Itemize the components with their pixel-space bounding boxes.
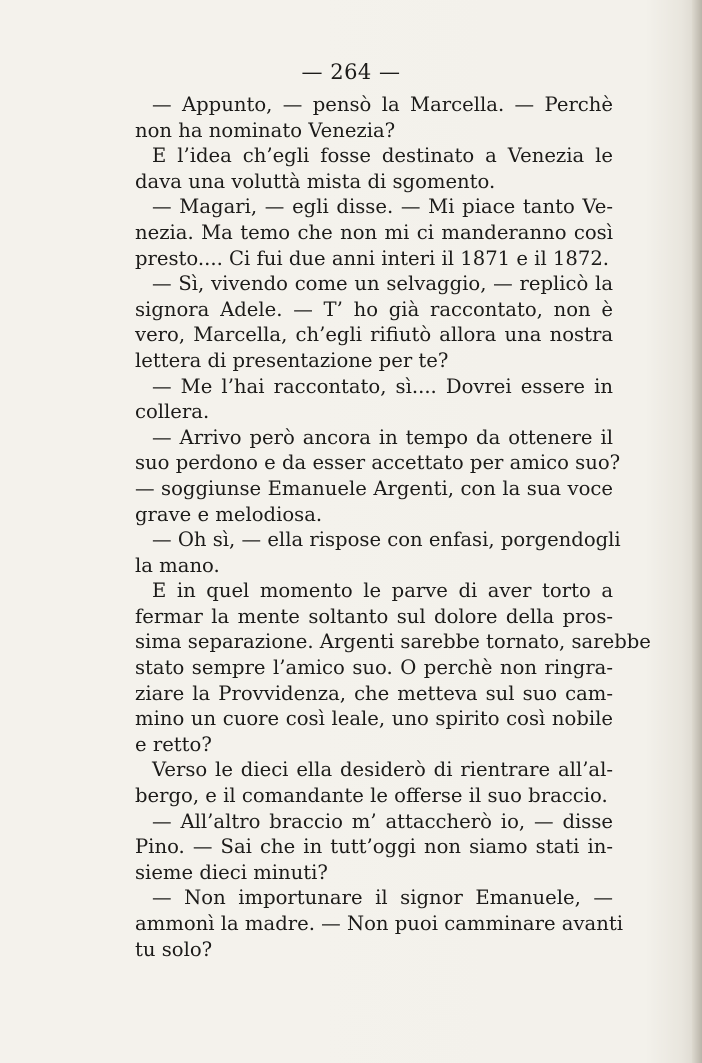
text-line: nezia. Ma temo che non mi ci manderanno così [135,220,613,244]
text-line: lettera di presentazione per te? [135,348,449,372]
text-line: la mano. [135,553,220,577]
text-line: — Sì, vivendo come un selvaggio, — replicò la [152,272,613,296]
text-line: collera. [135,400,210,424]
page-edge-shadow [692,0,702,1063]
text-line: Pino. — Sai che in tutt’oggi non siamo stati in- [135,835,613,859]
text-line: sima separazione. Argenti sarebbe tornato, sarebbe [135,630,651,654]
text-line: E in quel momento le parve di aver torto a [152,579,613,603]
text-line: fermar la mente soltanto sul dolore della pros- [135,604,613,628]
text-line: dava una voluttà mista di sgomento. [135,169,496,193]
text-line: — Appunto, — pensò la Marcella. — Perchè [152,93,613,116]
text-line: — Magari, — egli disse. — Mi piace tanto Ve- [152,195,613,219]
text-line: — Arrivo però ancora in tempo da ottenere il [152,425,613,449]
text-line: vero, Marcella, ch’egli rifiutò allora una nostra [135,323,613,347]
text-line: — Non importunare il signor Emanuele, — [152,886,613,910]
text-line: tu solo? [135,937,213,961]
text-line: signora Adele. — T’ ho già raccontato, non è [135,297,613,321]
text-line: sieme dieci minuti? [135,860,328,884]
text-line: non ha nominato Venezia? [135,118,396,142]
body-text [135,92,651,962]
text-line: — soggiunse Emanuele Argenti, con la sua voce [135,476,613,500]
text-line: stato sempre l’amico suo. O perchè non ringra- [135,656,613,680]
text-line: Verso le dieci ella desiderò di rientrare all’al- [152,758,613,782]
text-line: grave e melodiosa. [135,502,323,526]
text-line: mino un cuore così leale, uno spirito così nobile [135,707,613,731]
text-line: E l’idea ch’egli fosse destinato a Venezia le [152,144,613,168]
text-line: bergo, e il comandante le offerse il suo braccio. [135,784,608,808]
text-line: — Me l’hai raccontato, sì.... Dovrei essere in [152,374,613,398]
text-line: ziare la Provvidenza, che metteva sul suo cam- [135,681,613,705]
text-line: suo perdono e da esser accettato per amico suo? [135,451,621,475]
page-number: — 264 — [301,60,401,84]
text-line: — All’altro braccio m’ attaccherò io, — disse [152,809,613,833]
text-line: ammonì la madre. — Non puoi camminare avanti [135,912,623,935]
text-line: — Oh sì, — ella rispose con enfasi, porgendogli [152,528,621,552]
text-line: e retto? [135,732,212,756]
text-line: presto.... Ci fui due anni interi il 1871 e il 1872. [135,246,610,270]
